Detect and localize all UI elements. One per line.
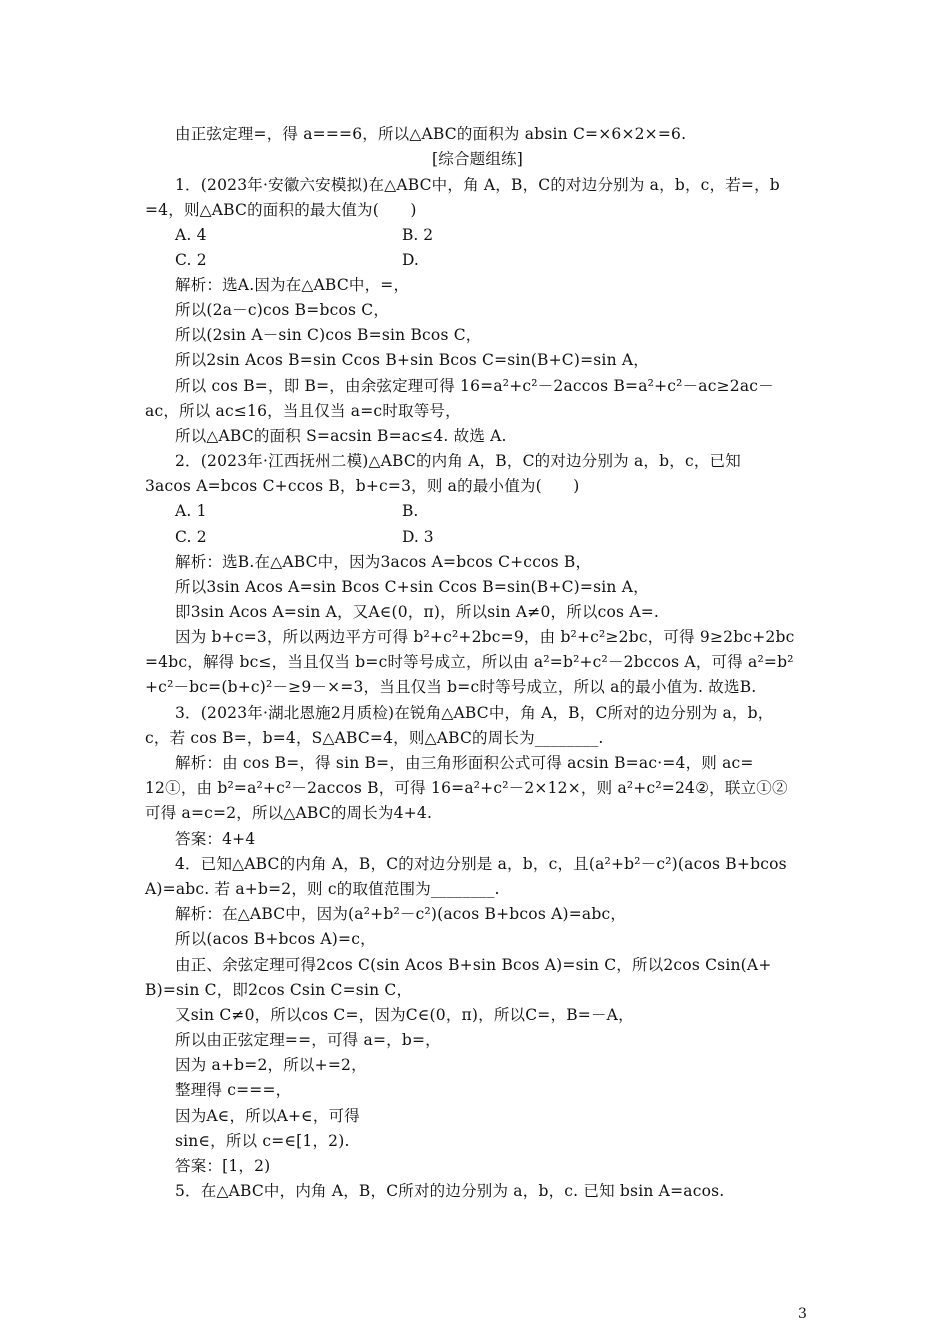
question-2-line: 3acos A=bcos C+ccos B，b+c=3，则 a的最小值为( ) — [145, 477, 580, 495]
question-1-line: 1．(2023年·安徽六安模拟)在△ABC中，角 A，B，C的对边分别为 a，b，c，若=，b — [175, 176, 780, 194]
solution-line: 又sin C≠0，所以cos C=，因为C∈(0，π)，所以C=，B=－A， — [175, 1006, 634, 1024]
solution-line: 解析：选A.因为在△ABC中，=， — [175, 276, 410, 294]
solution-line: +c²－bc=(b+c)²－≥9－×=3，当且仅当 b=c时等号成立，所以 a的最小值为. 故选B. — [145, 678, 757, 696]
solution-line: B)=sin C，即2cos Csin C=sin C， — [145, 981, 413, 999]
solution-line: 所以(acos B+bcos A)=c， — [175, 930, 376, 948]
page-number: 3 — [798, 1306, 807, 1322]
solution-line: 所以(2a－c)cos B=bcos C， — [175, 301, 390, 319]
question-1-line: =4，则△ABC的面积的最大值为( ) — [145, 201, 417, 219]
question-3-line: c，若 cos B=，b=4，S△ABC=4，则△ABC的周长为________. — [145, 729, 604, 747]
answer-line: 答案：[1，2) — [175, 1157, 271, 1175]
solution-line: 因为A∈，所以A+∈，可得 — [175, 1107, 360, 1125]
option-c: C. 2 — [175, 251, 207, 269]
solution-line: 可得 a=c=2，所以△ABC的周长为4+4. — [145, 804, 433, 822]
solution-line: =4bc，解得 bc≤，当且仅当 b=c时等号成立，所以由 a²=b²+c²－2bccos A，可得 a²=b² — [145, 653, 794, 671]
solution-line: 即3sin Acos A=sin A，又A∈(0，π)，所以sin A≠0，所以cos A=. — [175, 603, 660, 621]
question-2-line: 2．(2023年·江西抚州二模)△ABC的内角 A，B，C的对边分别为 a，b，c，已知 — [175, 452, 741, 470]
text-line: 由正弦定理=，得 a===6，所以△ABC的面积为 absin C=×6×2×=6. — [175, 125, 687, 143]
solution-line: 所以(2sin A－sin C)cos B=sin Bcos C， — [175, 326, 482, 344]
question-5-line: 5．在△ABC中，内角 A，B，C所对的边分别为 a，b，c. 已知 bsin A=acos. — [175, 1182, 725, 1200]
answer-line: 答案：4+4 — [175, 830, 256, 848]
question-4-line: A)=abc. 若 a+b=2，则 c的取值范围为________. — [145, 880, 500, 898]
section-heading: [综合题组练] — [432, 150, 523, 168]
option-b: B. — [402, 502, 419, 520]
option-c: C. 2 — [175, 528, 207, 546]
question-4-line: 4．已知△ABC的内角 A，B，C的对边分别是 a，b，c，且(a²+b²－c²)(acos B+bcos — [175, 855, 787, 873]
option-a: A. 1 — [175, 502, 207, 520]
solution-line: 所以3sin Acos A=sin Bcos C+sin Ccos B=sin(B+C)=sin A， — [175, 578, 649, 596]
option-d: D. 3 — [402, 528, 434, 546]
solution-line: 由正、余弦定理可得2cos C(sin Acos B+sin Bcos A)=sin C，所以2cos Csin(A+ — [175, 956, 772, 974]
solution-line: 解析：在△ABC中，因为(a²+b²－c²)(acos B+bcos A)=abc， — [175, 905, 627, 923]
solution-line: 因为 a+b=2，所以+=2， — [175, 1056, 367, 1074]
solution-line: 12①，由 b²=a²+c²－2accos B，可得 16=a²+c²－2×12×，则 a²+c²=24②，联立①② — [145, 779, 788, 797]
solution-line: 因为 b+c=3，所以两边平方可得 b²+c²+2bc=9，由 b²+c²≥2bc，可得 9≥2bc+2bc — [175, 628, 795, 646]
solution-line: 解析：选B.在△ABC中，因为3acos A=bcos C+ccos B， — [175, 553, 592, 571]
option-b: B. 2 — [402, 226, 434, 244]
option-a: A. 4 — [175, 226, 207, 244]
solution-line: 解析：由 cos B=，得 sin B=，由三角形面积公式可得 acsin B=ac·=4，则 ac= — [175, 754, 754, 772]
solution-line: 所以2sin Acos B=sin Ccos B+sin Bcos C=sin(B+C)=sin A， — [175, 351, 649, 369]
solution-line: sin∈，所以 c=∈[1，2). — [175, 1132, 350, 1150]
solution-line: 所以△ABC的面积 S=acsin B=ac≤4. 故选 A. — [175, 427, 507, 445]
question-3-line: 3．(2023年·湖北恩施2月质检)在锐角△ABC中，角 A，B，C所对的边分别为 a，b， — [175, 704, 774, 722]
solution-line: 所以 cos B=，即 B=，由余弦定理可得 16=a²+c²－2accos B=a²+c²－ac≥2ac－ — [175, 377, 774, 395]
option-d: D. — [402, 251, 419, 269]
solution-line: 所以由正弦定理==，可得 a=，b=， — [175, 1031, 441, 1049]
solution-line: ac，所以 ac≤16，当且仅当 a=c时取等号， — [145, 402, 461, 420]
solution-line: 整理得 c===， — [175, 1081, 292, 1099]
